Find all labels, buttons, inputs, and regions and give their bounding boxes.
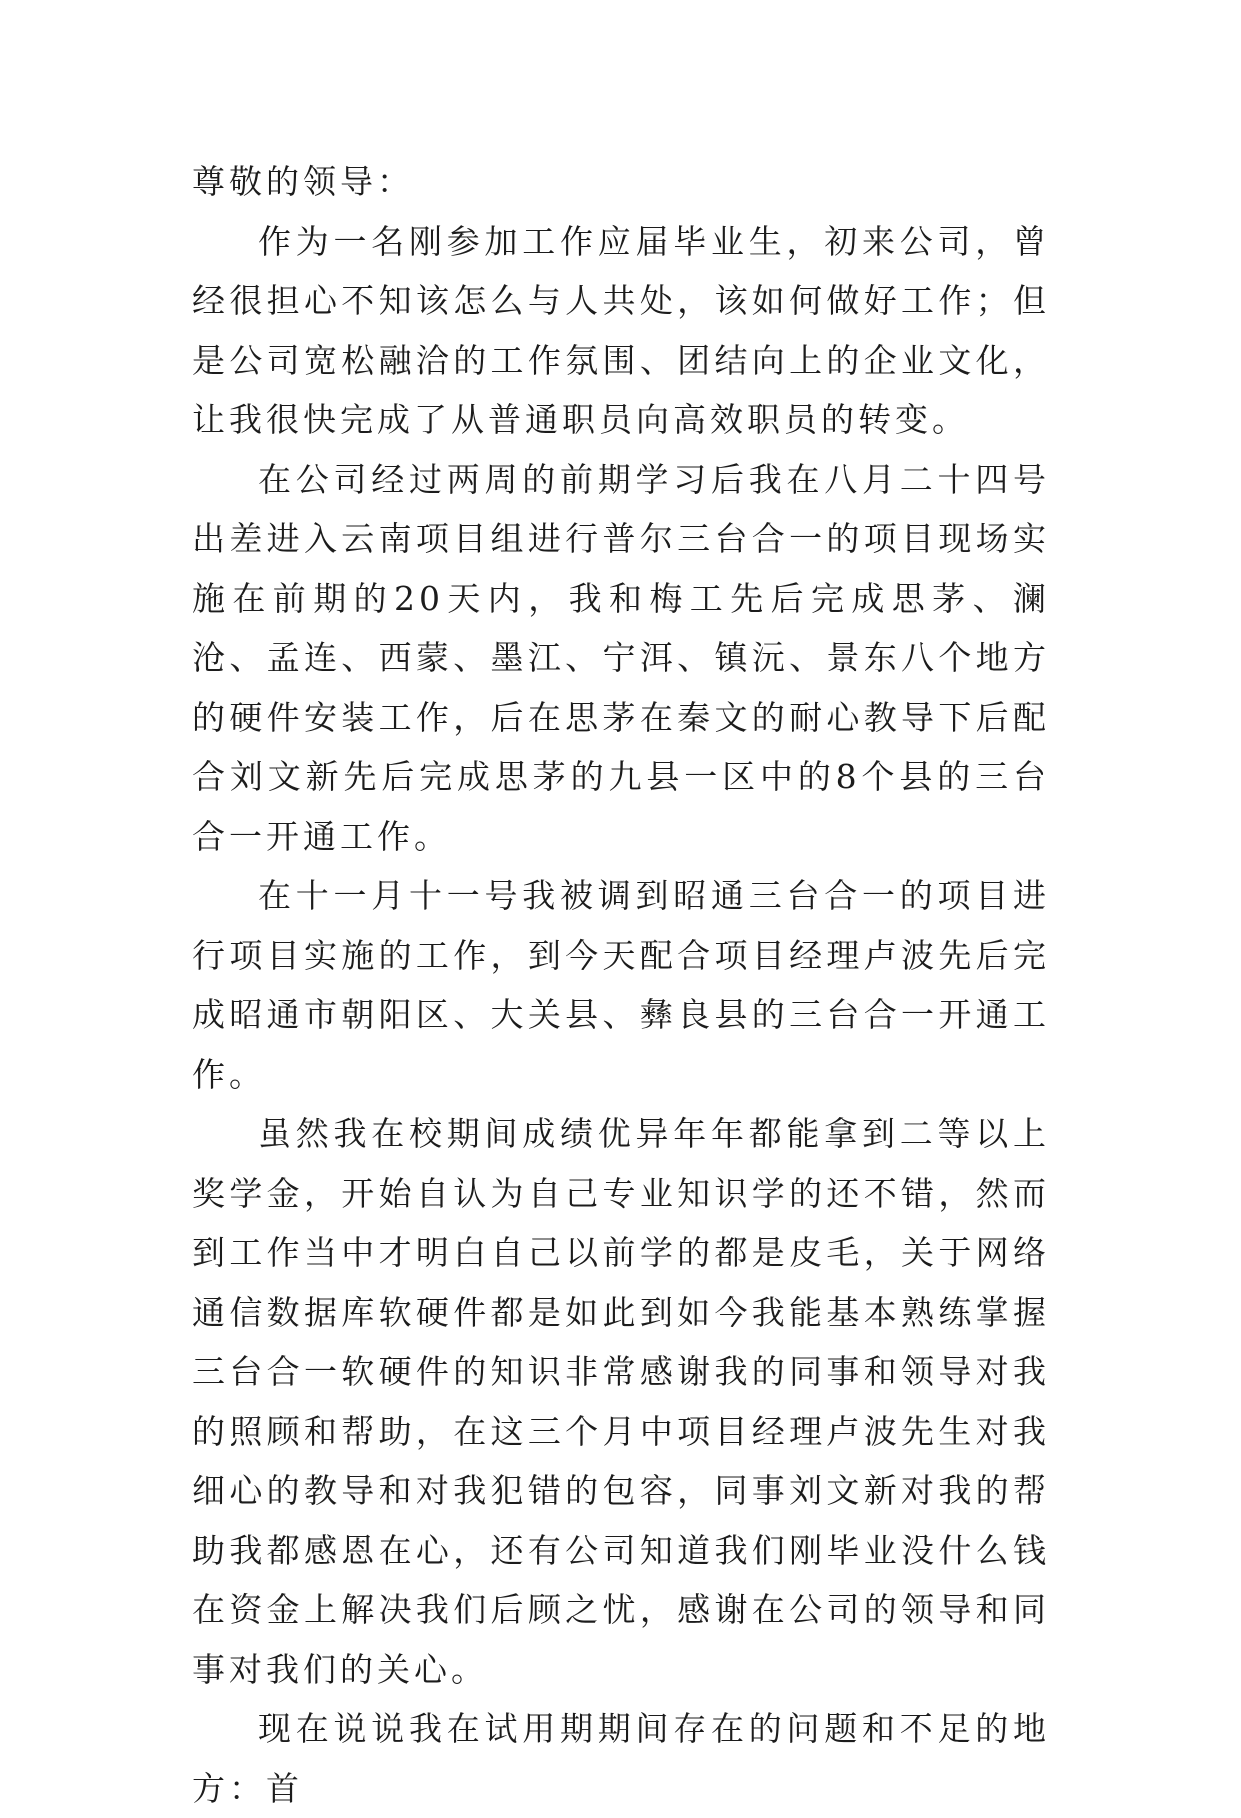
salutation: 尊敬的领导： [192,162,414,201]
paragraph-5: 现在说说我在试用期期间存在的问题和不足的地方：首 [192,1709,1050,1808]
document-body [192,152,1050,1818]
paragraph-3: 在十一月十一号我被调到昭通三台合一的项目进行项目实施的工作，到今天配合项目经理卢波先后完成昭通市朝阳区、大关县、彝良县的三台合一开通工作。 [192,876,1050,1094]
paragraph-1: 作为一名刚参加工作应届毕业生，初来公司，曾经很担心不知该怎么与人共处，该如何做好工作；但是公司宽松融洽的工作氛围、团结向上的企业文化，让我很快完成了从普通职员向高效职员的转变。 [192,221,1050,439]
paragraph-4: 虽然我在校期间成绩优异年年都能拿到二等以上奖学金，开始自认为自己专业知识学的还不错，然而到工作当中才明白自己以前学的都是皮毛，关于网络通信数据库软硬件都是如此到如今我能基本熟练掌握三台合一软硬件的知识非常感谢我的同事和领导对我的照顾和帮助，在这三个月中项目经理卢波先生对我细心的教导和对我犯错的包容，同事刘文新对我的帮助我都感恩在心，还有公司知道我们刚毕业没什么钱在资金上解决我们后顾之忧，感谢在公司的领导和同事对我们的关心。 [192,1114,1050,1689]
paragraph-2: 在公司经过两周的前期学习后我在八月二十四号出差进入云南项目组进行普尔三台合一的项目现场实施在前期的20天内，我和梅工先后完成思茅、澜沧、孟连、西蒙、墨江、宁洱、镇沅、景东八个地方的硬件安装工作，后在思茅在秦文的耐心教导下后配合刘文新先后完成思茅的九县一区中的8个县的三台合一开通工作。 [192,459,1050,856]
